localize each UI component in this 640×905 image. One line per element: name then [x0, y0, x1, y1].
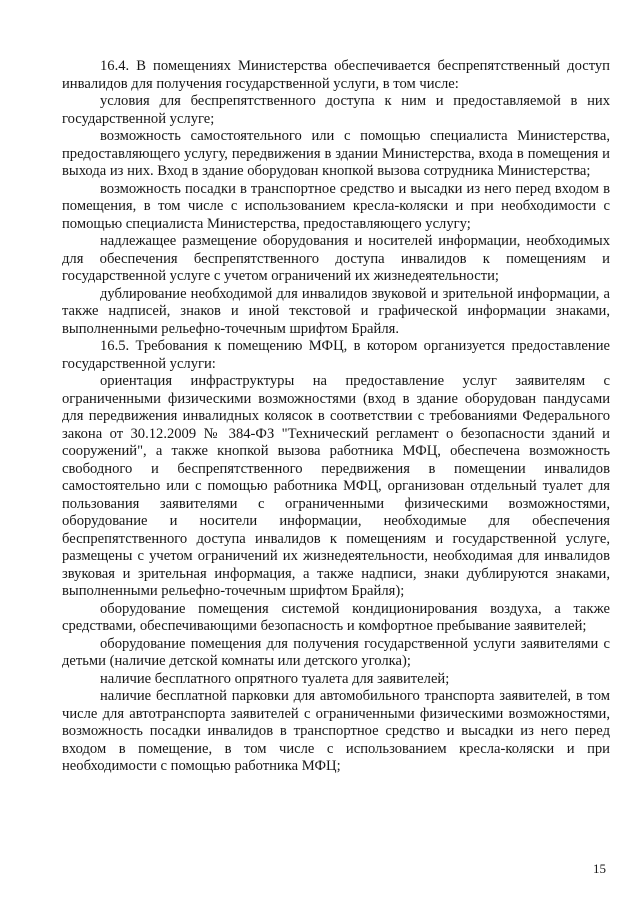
paragraph-children-room: оборудование помещения для получения государственной услуги заявителями с детьми (наличие детской комнаты или детского уголка); — [62, 635, 610, 669]
paragraph-access-conditions: условия для беспрепятственного доступа к ним и предоставляемой в них государственной услуге; — [62, 93, 610, 127]
paragraph-equipment-placement: надлежащее размещение оборудования и носителей информации, необходимых для обеспечения беспрепятственного доступа инвалидов к помещениям и государственной услуге с учетом ограничений их жизнедеятельности; — [62, 233, 610, 284]
page-number: 15 — [593, 861, 606, 876]
paragraph-transport-boarding: возможность посадки в транспортное средство и высадки из него перед входом в помещения, в том числе с использованием кресла-коляски и при необходимости с помощью специалиста Министерства, предоставляющего услугу; — [62, 180, 610, 232]
paragraph-parking: наличие бесплатной парковки для автомобильного транспорта заявителей, в том числе для автотранспорта заявителей с ограниченными физическими возможностями, возможность посадки инвалидов в транспортное средство и высадки из него перед входом в помещение, в том числе с использованием кресла-коляски и при необходимости с помощью работника МФЦ; — [62, 688, 610, 774]
paragraph-16-4: 16.4. В помещениях Министерства обеспечивается беспрепятственный доступ инвалидов для получения государственной услуги, в том числе: — [62, 58, 610, 92]
document-body — [62, 58, 610, 776]
paragraph-information-duplication: дублирование необходимой для инвалидов звуковой и зрительной информации, а также надписей, знаков и иной текстовой и графической информации знаками, выполненными рельефно-точечным шрифтом Брайля. — [62, 285, 610, 337]
paragraph-movement-possibility: возможность самостоятельного или с помощью специалиста Министерства, предоставляющего услугу, передвижения в здании Министерства, входа в помещения и выхода из них. Вход в здание оборудован кнопкой вызова сотрудника Министерства; — [62, 128, 610, 179]
paragraph-toilet: наличие бесплатного опрятного туалета для заявителей; — [100, 670, 450, 687]
paragraph-air-conditioning: оборудование помещения системой кондиционирования воздуха, а также средствами, обеспечивающими безопасность и комфортное пребывание заявителей; — [62, 600, 610, 634]
paragraph-16-5: 16.5. Требования к помещению МФЦ, в котором организуется предоставление государственной услуги: — [62, 338, 610, 372]
paragraph-infrastructure-orientation: ориентация инфраструктуры на предоставление услуг заявителям с ограниченными физическими возможностями (вход в здание оборудован пандусами для передвижения инвалидных колясок в соответствии с требованиями Федерального закона от 30.12.2009 № 384-ФЗ "Технический регламент о безопасности зданий и сооружений", а также кнопкой вызова работника МФЦ, обеспечена возможность свободного и беспрепятственного передвижения в помещении инвалидов самостоятельно или с помощью работника МФЦ, организован отдельный туалет для пользования заявителями с ограниченными физическими возможностями, оборудование и носители информации, необходимые для обеспечения беспрепятственного доступа инвалидов к помещениям и государственной услуге, размещены с учетом ограничений их жизнедеятельности, необходимая для инвалидов звуковая и зрительная информация, а также надписи, знаки дублируются знаками, выполненными рельефно-точечным шрифтом Брайля); — [62, 373, 610, 599]
